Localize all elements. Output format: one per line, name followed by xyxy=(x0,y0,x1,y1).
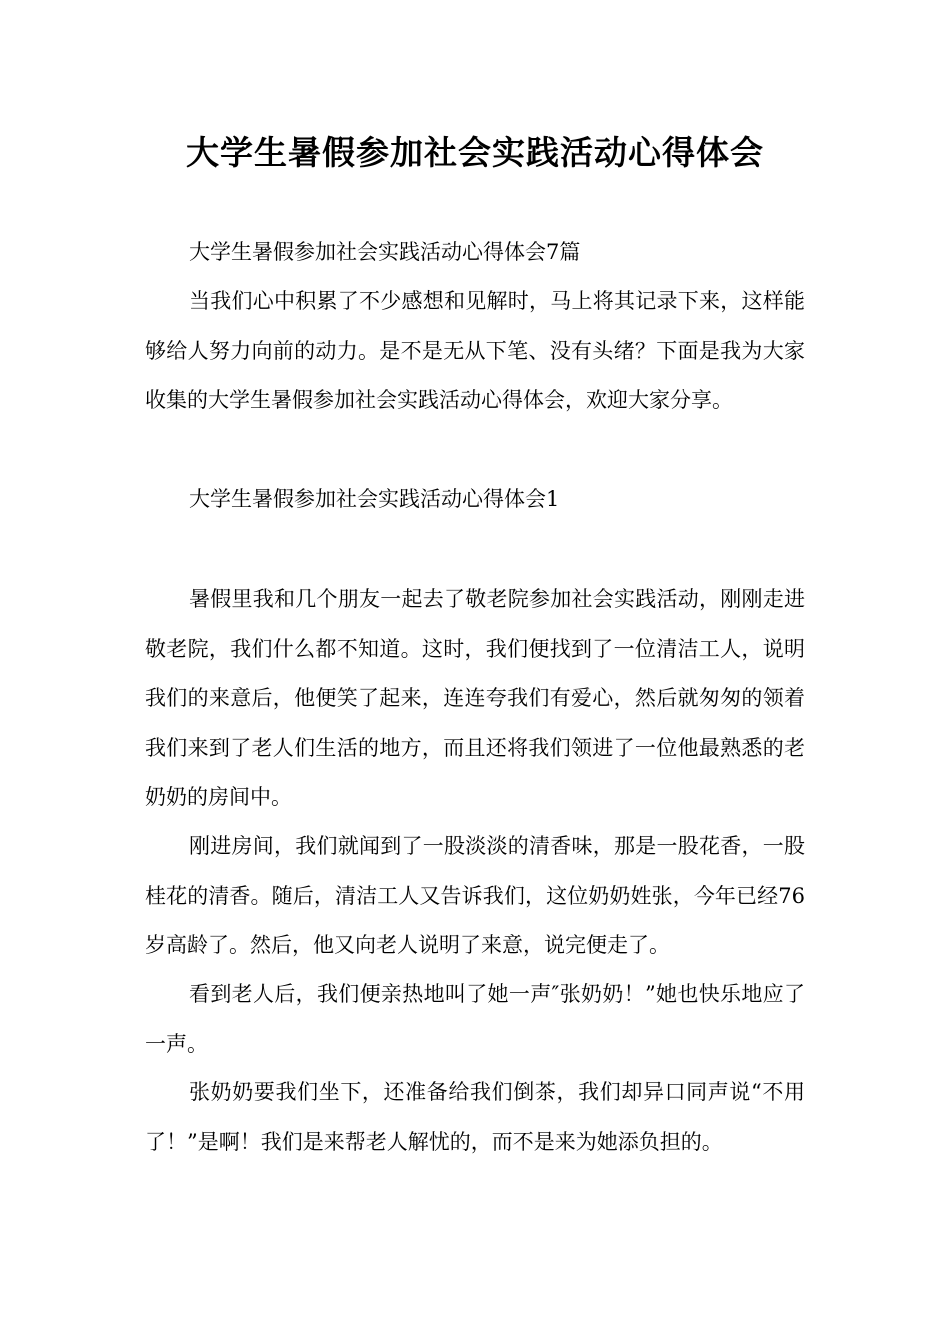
document-title: 大学生暑假参加社会实践活动心得体会 xyxy=(186,133,764,172)
body-paragraph-4: 张奶奶要我们坐下，还准备给我们倒茶，我们却异口同声说“不用了！”是啊！我们是来帮老人解忧的，而不是来为她添负担的。 xyxy=(145,1080,805,1154)
section-heading: 大学生暑假参加社会实践活动心得体会1 xyxy=(189,487,560,511)
body-paragraph-2: 刚进房间，我们就闻到了一股淡淡的清香味，那是一股花香，一股桂花的清香。随后，清洁工人又告诉我们，这位奶奶姓张，今年已经76岁高龄了。然后，他又向老人说明了来意，说完便走了。 xyxy=(145,834,805,957)
body-paragraph-1: 暑假里我和几个朋友一起去了敬老院参加社会实践活动，刚刚走进敬老院，我们什么都不知道。这时，我们便找到了一位清洁工人，说明我们的来意后，他便笑了起来，连连夸我们有爱心，然后就匆匆的领着我们来到了老人们生活的地方，而且还将我们领进了一位他最熟悉的老奶奶的房间中。 xyxy=(145,587,805,809)
document-subtitle: 大学生暑假参加社会实践活动心得体会7篇 xyxy=(189,240,581,264)
intro-paragraph: 当我们心中积累了不少感想和见解时，马上将其记录下来，这样能够给人努力向前的动力。是不是无从下笔、没有头绪？下面是我为大家收集的大学生暑假参加社会实践活动心得体会，欢迎大家分享。 xyxy=(145,289,805,412)
body-paragraph-3: 看到老人后，我们便亲热地叫了她一声″张奶奶！”她也快乐地应了一声。 xyxy=(145,982,805,1056)
